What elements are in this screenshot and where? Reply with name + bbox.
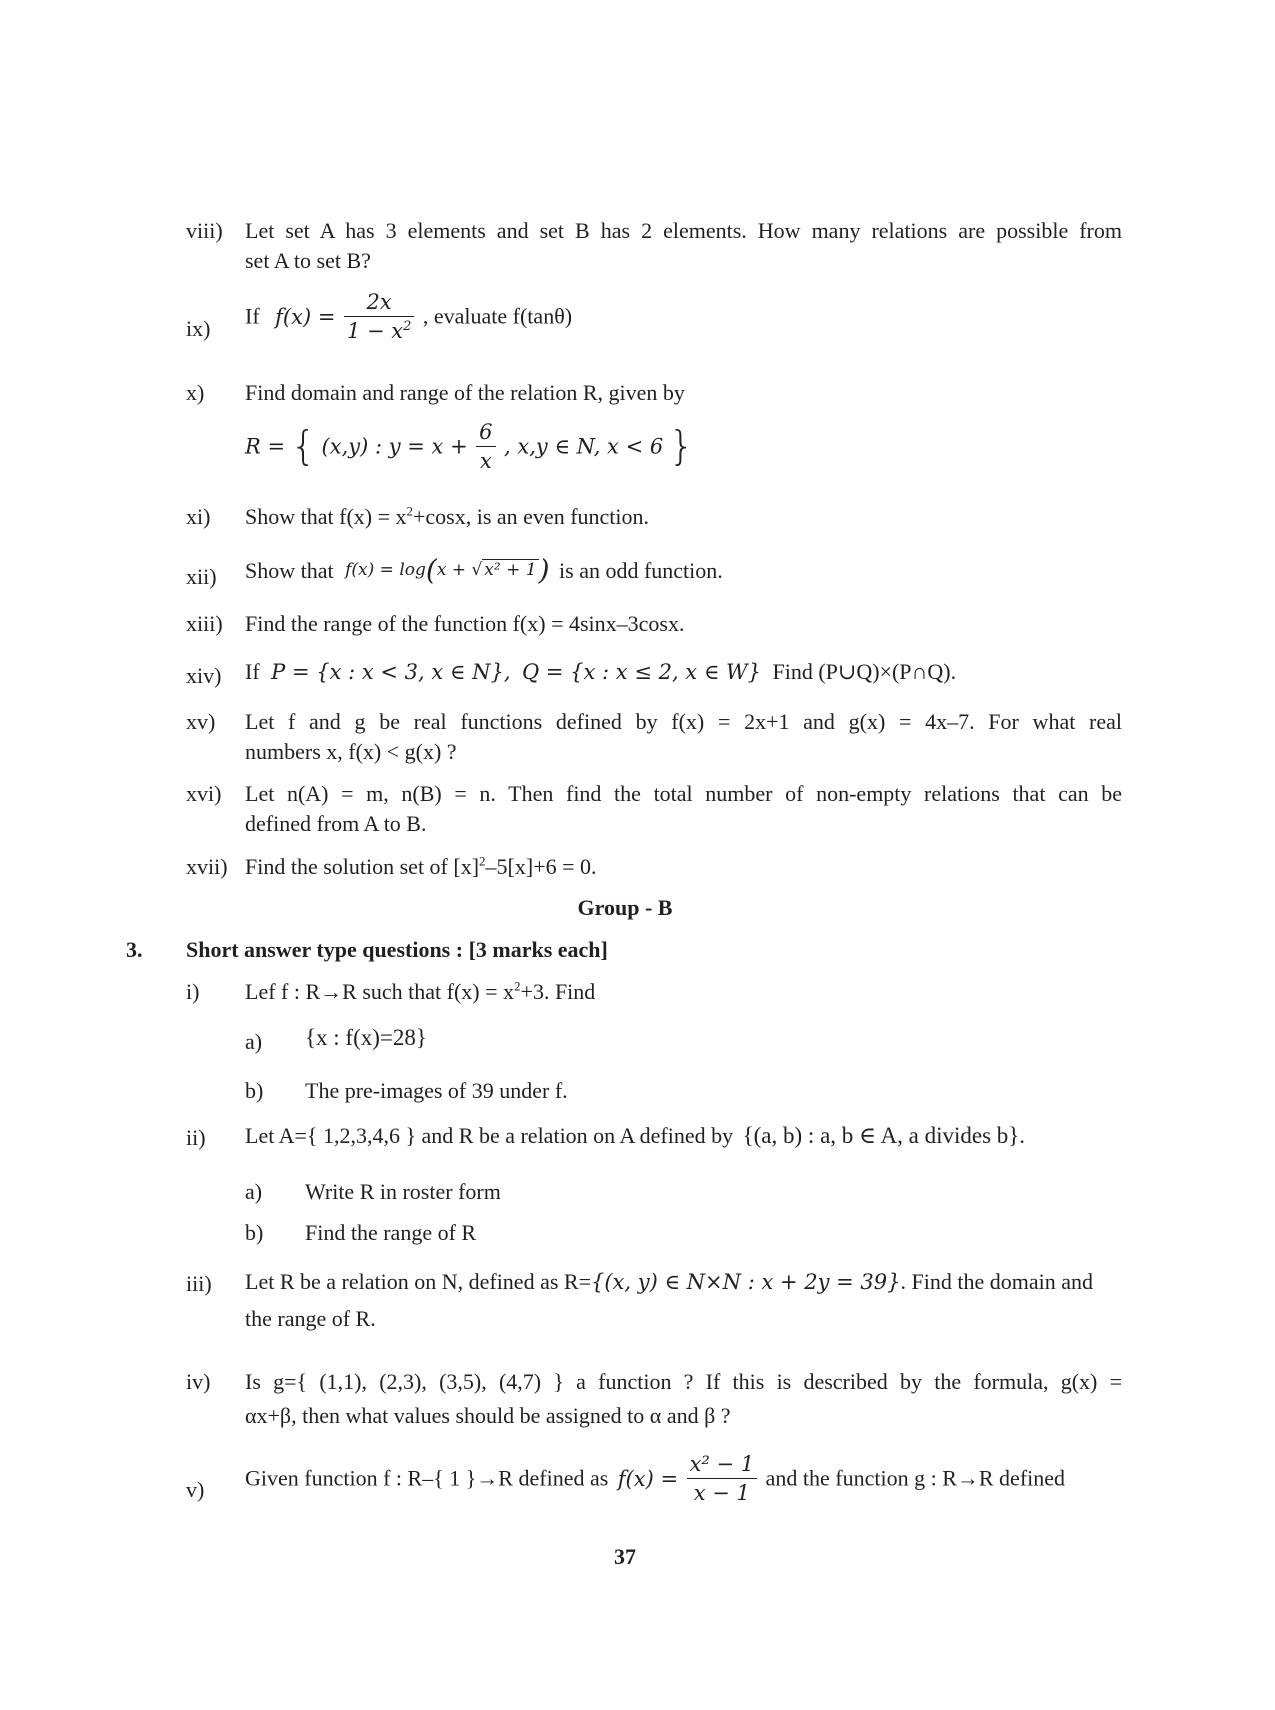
- question-text: [245, 553, 723, 587]
- set-builder-head: (x,y) : y = x +: [321, 434, 468, 459]
- question-number: x): [186, 380, 205, 405]
- question-number: ii): [186, 1125, 206, 1150]
- question-line: αx+β, then what values should be assigned to α and β ?: [245, 1403, 731, 1428]
- left-brace: {: [290, 423, 317, 470]
- exponent: 2: [406, 503, 413, 519]
- fraction: [476, 420, 495, 473]
- subpart-text: The pre-images of 39 under f.: [305, 1078, 568, 1103]
- subpart-number: a): [245, 1029, 263, 1054]
- question-number: iii): [186, 1271, 212, 1296]
- set-p-expression: P = {x : x < 3, x ∈ N},: [271, 660, 511, 684]
- section-number: 3.: [126, 937, 143, 962]
- question-text: [245, 504, 649, 530]
- expr-part: f(x) = log: [345, 560, 426, 581]
- question-number: xiii): [186, 611, 223, 636]
- question-number: xvii): [186, 854, 228, 879]
- fraction-numerator: 6: [479, 420, 493, 444]
- question-text: [245, 659, 956, 685]
- set-q-expression: Q = {x : x ≤ 2, x ∈ W}: [522, 660, 761, 684]
- question-number: xiv): [186, 663, 222, 688]
- question-line: Is g={ (1,1), (2,3), (3,5), (4,7) } a function ? If this is described by the formula, g(x) =: [245, 1369, 1122, 1394]
- fraction-denominator: [344, 316, 414, 343]
- text-part: Let R be a relation on N, defined as R=: [245, 1269, 591, 1294]
- question-line: defined from A to B.: [245, 811, 427, 836]
- set-builder-tail: , x,y ∈ N, x < 6: [504, 434, 664, 459]
- text-part: Given function f : R–{ 1 }→R defined as: [245, 1465, 609, 1491]
- question-number: i): [186, 979, 200, 1004]
- question-number: xii): [186, 564, 217, 589]
- question-text: [245, 781, 1122, 807]
- question-text: [245, 290, 572, 343]
- text-part: Find the solution set of [x]: [245, 854, 480, 879]
- fraction-denominator: x: [476, 446, 495, 473]
- lead-word: If: [245, 659, 260, 684]
- question-line: Find domain and range of the relation R, given by: [245, 380, 685, 405]
- fraction-denominator: x − 1: [687, 1478, 758, 1505]
- question-number: xv): [186, 709, 216, 734]
- relation-expression: {(a, b) : a, b ∈ A, a divides b}: [742, 1123, 1020, 1148]
- question-line: Find the range of the function f(x) = 4sinx–3cosx.: [245, 611, 685, 636]
- question-line: Let f and g be real functions defined by f(x) = 2x+1 and g(x) = 4x–7. For what real: [245, 709, 1122, 734]
- question-line: Let n(A) = m, n(B) = n. Then find the total number of non-empty relations that can be: [245, 781, 1122, 806]
- radicand: x² + 1: [484, 560, 537, 581]
- question-text: [245, 1123, 1025, 1149]
- function-label: f(x) =: [617, 1466, 679, 1491]
- question-text: [245, 1369, 1122, 1395]
- exponent: 2: [403, 319, 412, 334]
- question-number: xvi): [186, 781, 222, 806]
- question-line: Let set A has 3 elements and set B has 2 elements. How many relations are possible from: [245, 218, 1122, 243]
- relation-lhs: R =: [245, 434, 286, 459]
- fraction: [344, 290, 414, 343]
- expr-part: x +: [436, 560, 472, 581]
- fraction-numerator: x² − 1: [689, 1452, 755, 1476]
- text-part: .: [1019, 1123, 1025, 1148]
- question-text: [245, 979, 595, 1005]
- question-text: [245, 1269, 1093, 1295]
- subpart-number: a): [245, 1179, 263, 1204]
- question-line: set A to set B?: [245, 248, 371, 273]
- question-line: numbers x, f(x) < g(x) ?: [245, 739, 457, 764]
- text-part: Show that: [245, 557, 334, 583]
- question-tail: , evaluate f(tanθ): [422, 303, 573, 329]
- question-number: iv): [186, 1369, 211, 1394]
- text-part: –5[x]+6 = 0.: [485, 854, 597, 879]
- text-part: Let A={ 1,2,3,4,6 } and R be a relation on A defined by: [245, 1123, 734, 1148]
- denominator-text: 1 − x: [346, 319, 404, 343]
- question-number: viii): [186, 218, 223, 243]
- page-number: 37: [614, 1544, 636, 1569]
- question-text: [245, 709, 1122, 735]
- question-number: ix): [186, 316, 211, 341]
- function-label: f(x) =: [275, 304, 336, 329]
- relation-expression: {(x, y) ∈ N×N : x + 2y = 39}: [590, 1270, 901, 1294]
- fraction: [687, 1452, 758, 1505]
- question-line: the range of R.: [245, 1306, 376, 1331]
- lead-word: If: [245, 303, 260, 329]
- question-number: xi): [186, 504, 211, 529]
- group-heading: Group - B: [577, 895, 673, 920]
- subpart-number: b): [245, 1220, 264, 1245]
- question-text: [245, 854, 597, 880]
- text-part: +3. Find: [520, 979, 596, 1004]
- subpart-text: Write R in roster form: [305, 1179, 501, 1204]
- right-brace: }: [668, 423, 695, 470]
- text-part: . Find the domain and: [900, 1269, 1093, 1294]
- question-text: [245, 218, 1122, 244]
- section-heading: Short answer type questions : [3 marks each]: [186, 937, 608, 962]
- question-text: [245, 1452, 1065, 1505]
- text-part: Show that f(x) = x: [245, 504, 407, 529]
- relation-definition: [245, 420, 694, 473]
- fraction-numerator: 2x: [366, 290, 392, 314]
- text-part: is an odd function.: [559, 557, 723, 583]
- question-number: v): [186, 1477, 205, 1502]
- subpart-number: b): [245, 1078, 264, 1103]
- text-part: and the function g : R→R defined: [765, 1465, 1066, 1491]
- exponent: 2: [479, 853, 486, 869]
- text-part: +cosx, is an even function.: [413, 504, 650, 529]
- question-tail: Find (P∪Q)×(P∩Q).: [772, 659, 957, 684]
- math-expression: f(x) = log(x + √ x² + 1): [345, 553, 550, 587]
- subpart-text: {x : f(x)=28}: [305, 1025, 427, 1050]
- exponent: 2: [514, 978, 521, 994]
- text-part: Lef f : R→R such that f(x) = x: [245, 979, 515, 1004]
- subpart-text: Find the range of R: [305, 1220, 477, 1245]
